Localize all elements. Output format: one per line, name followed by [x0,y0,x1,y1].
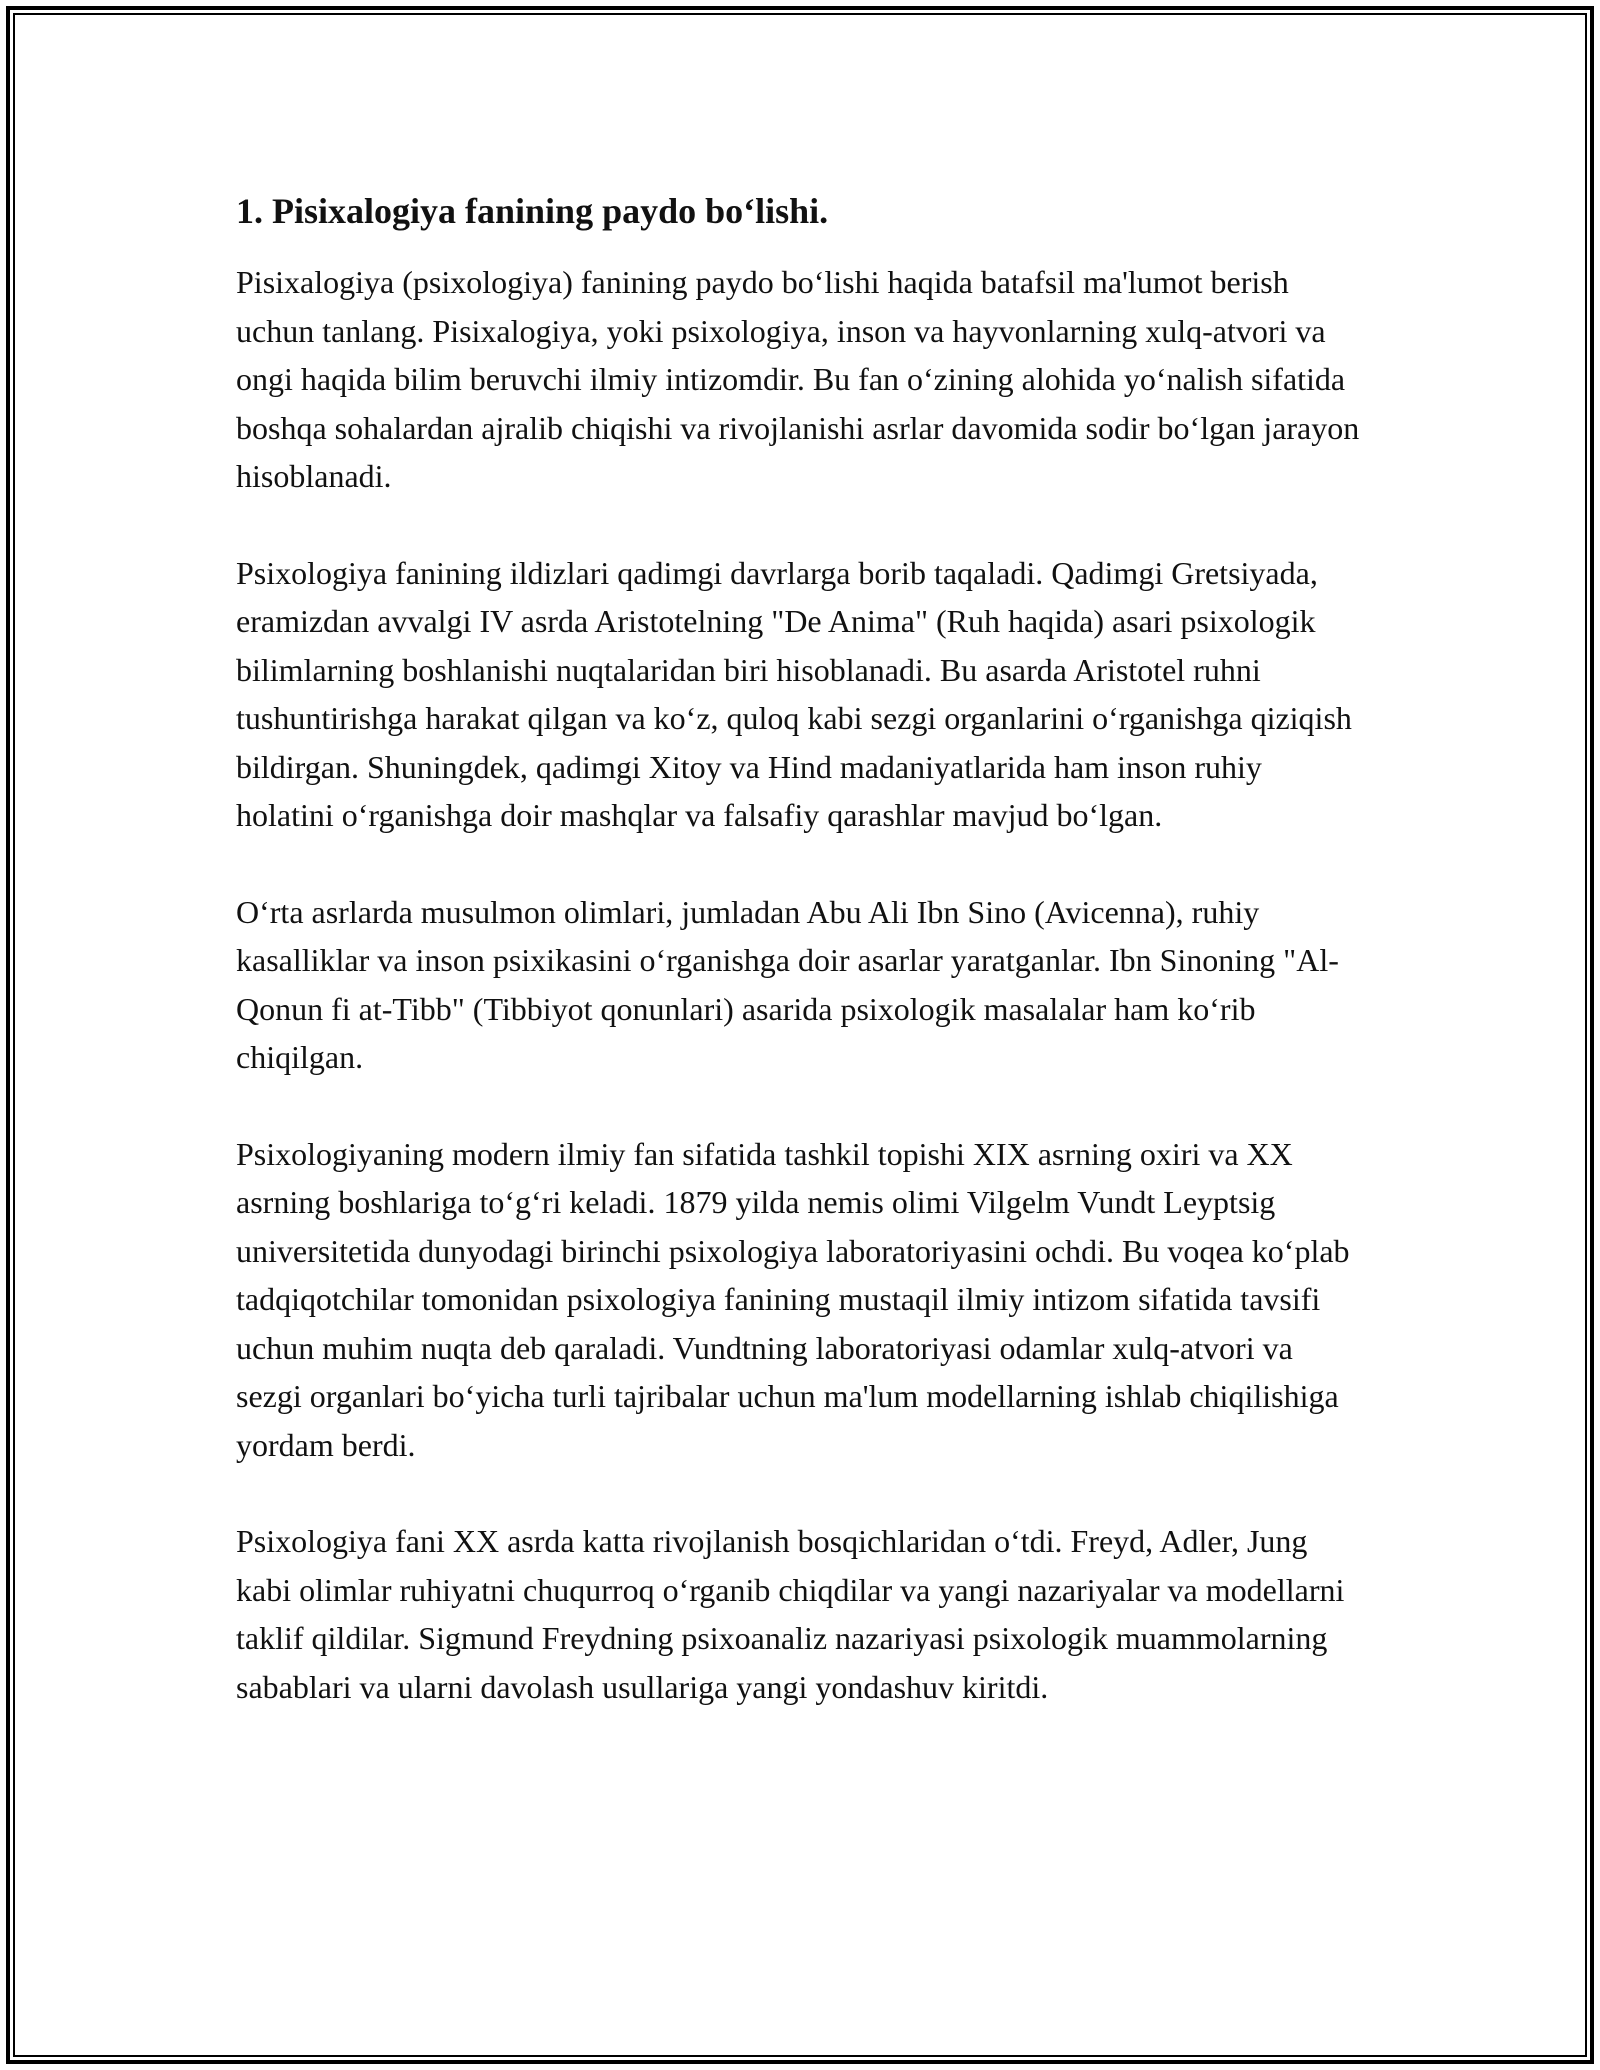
document-body [236,186,1366,1759]
paragraph-ancient-roots: Psixologiya fanining ildizlari qadimgi davrlarga borib taqaladi. Qadimgi Gretsiyada, eramizdan avvalgi IV asrda Aristotelning "De Anima" (Ruh haqida) asari psixologik bilimlarning boshlanishi nuqtalaridan biri hisoblanadi. Bu asarda Aristotel ruhni tushuntirishga harakat qilgan va ko‘z, quloq kabi sezgi organlarini o‘rganishga qiziqish bildirgan. Shuningdek, qadimgi Xitoy va Hind madaniyatlarida ham inson ruhiy holatini o‘rganishga doir mashqlar va falsafiy qarashlar mavjud bo‘lgan. [236,554,1352,833]
document-title: 1. Pisixalogiya fanining paydo bo‘lishi. [236,191,829,231]
paragraph-twentieth-century: Psixologiya fani XX asrda katta rivojlanish bosqichlaridan o‘tdi. Freyd, Adler, Jung kabi olimlar ruhiyatni chuqurroq o‘rganib chiqdilar va yangi nazariyalar va modellarni taklif qildilar. Sigmund Freydning psixoanaliz nazariyasi psixologik muammolarning sabablari va ularni davolash usullariga yangi yondashuv kiritdi. [236,1523,1345,1705]
paragraph-modern-science: Psixologiyaning modern ilmiy fan sifatida tashkil topishi XIX asrning oxiri va XX asrning boshlariga to‘g‘ri keladi. 1879 yilda nemis olimi Vilgelm Vundt Leyptsig universitetida dunyodagi birinchi psixologiya laboratoriyasini ochdi. Bu voqea ko‘plab tadqiqotchilar tomonidan psixologiya fanining mustaqil ilmiy intizom sifatida tavsifi uchun muhim nuqta deb qaraladi. Vundtning laboratoriyasi odamlar xulq-atvori va sezgi organlari bo‘yicha turli tajribalar uchun ma'lum modellarning ishlab chiqilishiga yordam berdi. [236,1135,1350,1463]
paragraph-origin: Pisixalogiya (psixologiya) fanining paydo bo‘lishi haqida batafsil ma'lumot berish uchun tanlang. Pisixalogiya, yoki psixologiya, inson va hayvonlarning xulq-atvori va ongi haqida bilim beruvchi ilmiy intizomdir. Bu fan o‘zining alohida yo‘nalish sifatida boshqa sohalardan ajralib chiqishi va rivojlanishi asrlar davomida sodir bo‘lgan jarayon hisoblanadi. [236,264,1360,494]
paragraph-middle-ages: O‘rta asrlarda musulmon olimlari, jumladan Abu Ali Ibn Sino (Avicenna), ruhiy kasalliklar va inson psixikasini o‘rganishga doir asarlar yaratganlar. Ibn Sinoning "Al-Qonun fi at-Tibb" (Tibbiyot qonunlari) asarida psixologik masalalar ham ko‘rib chiqilgan. [236,893,1339,1075]
